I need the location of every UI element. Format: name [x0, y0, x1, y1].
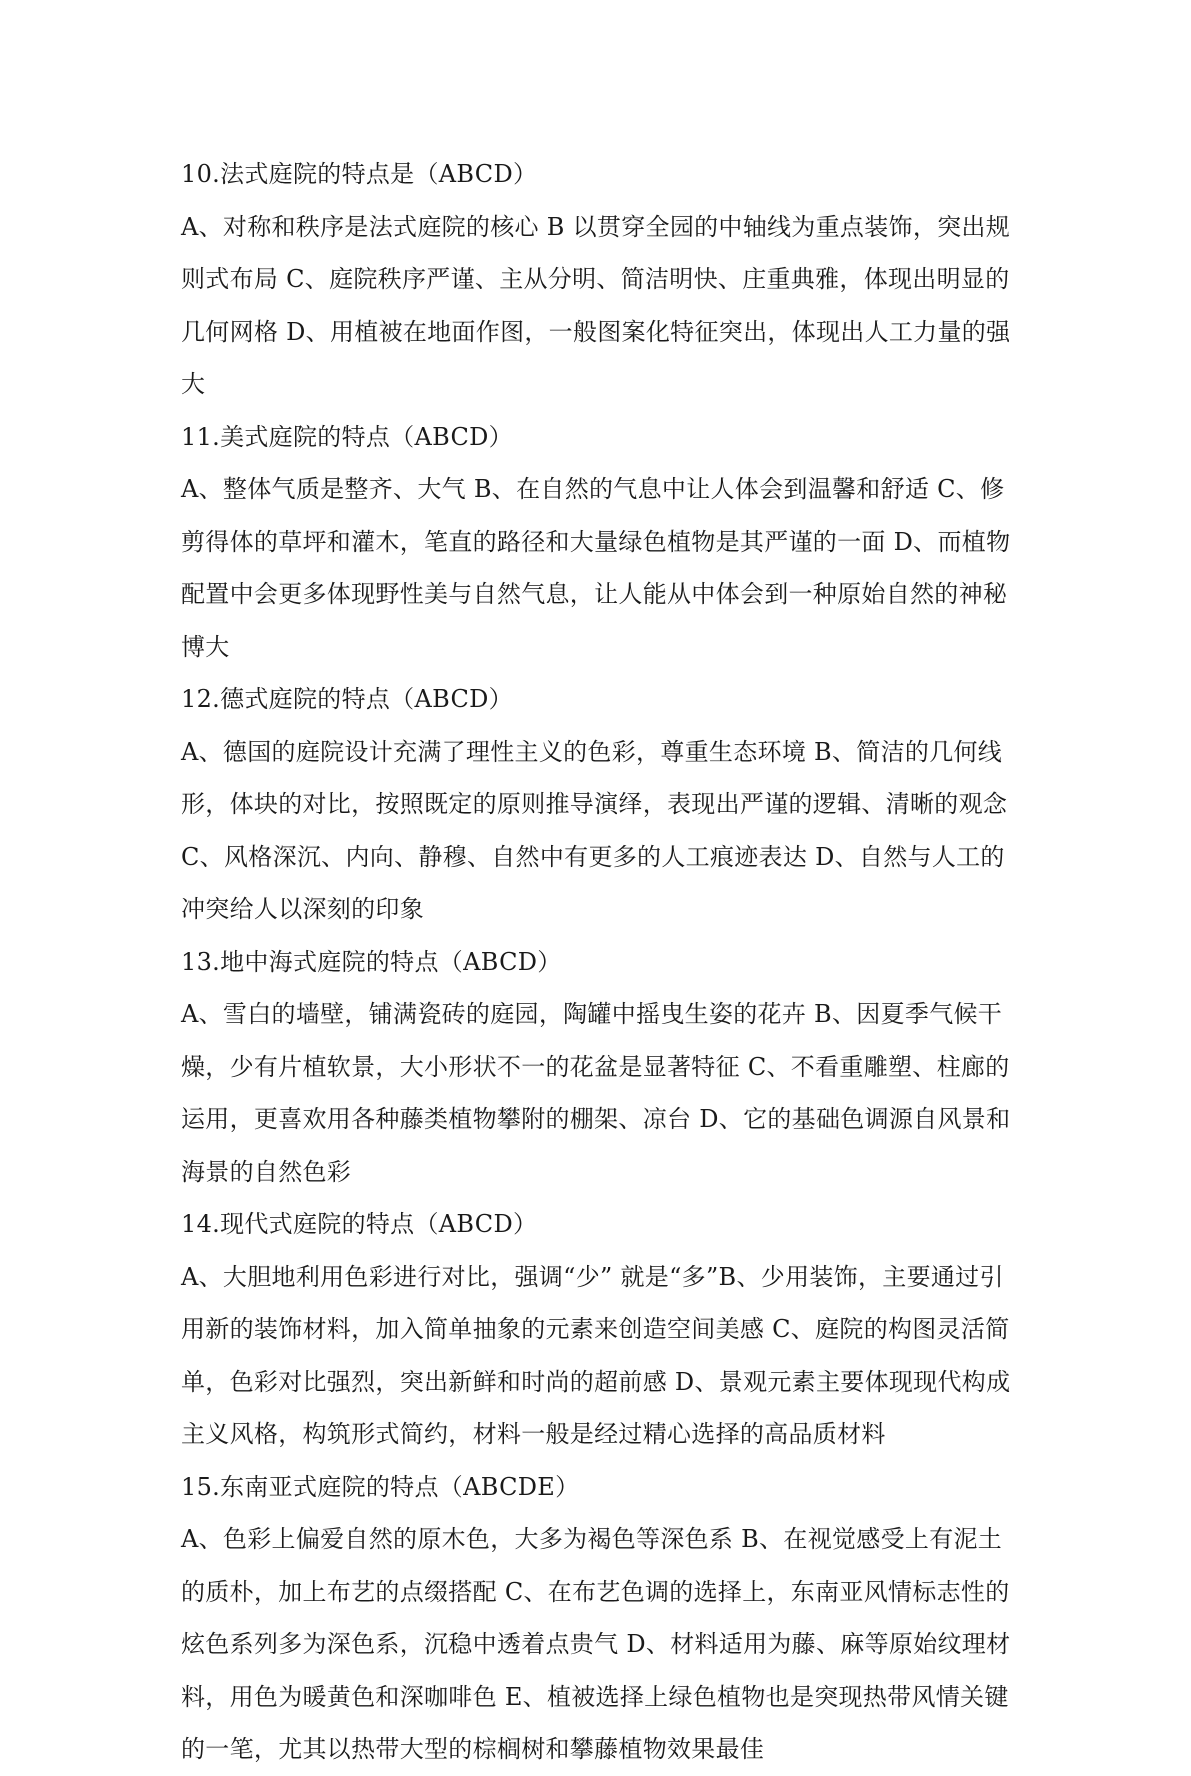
question-13-answer: A、雪白的墙壁，铺满瓷砖的庭园，陶罐中摇曳生姿的花卉 B、因夏季气候干燥，少有片植软景，大小形状不一的花盆是显著特征 C、不看重雕塑、柱廊的运用，更喜欢用各种藤类植物攀附的棚架、凉台 D、它的基础色调源自风景和海景的自然色彩	[181, 1000, 1011, 1186]
question-15-answer: A、色彩上偏爱自然的原木色，大多为褐色等深色系 B、在视觉感受上有泥土的质朴，加上布艺的点缀搭配 C、在布艺色调的选择上，东南亚风情标志性的炫色系列多为深色系，沉稳中透着点贵气 D、材料适用为藤、麻等原始纹理材料，用色为暖黄色和深咖啡色 E、植被选择上绿色植物也是突现热带风情关键的一笔，尤其以热带大型的棕榈树和攀藤植物效果最佳	[181, 1525, 1011, 1763]
document-page	[181, 148, 1021, 1776]
question-14-title: 14.现代式庭院的特点（ABCD）	[181, 1210, 538, 1238]
question-11-answer: A、整体气质是整齐、大气 B、在自然的气息中让人体会到温馨和舒适 C、修剪得体的草坪和灌木，笔直的路径和大量绿色植物是其严谨的一面 D、而植物配置中会更多体现野性美与自然气息，让人能从中体会到一种原始自然的神秘博大	[181, 475, 1011, 661]
question-10-answer: A、对称和秩序是法式庭院的核心 B 以贯穿全园的中轴线为重点装饰，突出规则式布局 C、庭院秩序严谨、主从分明、简洁明快、庄重典雅，体现出明显的几何网格 D、用植被在地面作图，一般图案化特征突出，体现出人工力量的强大	[181, 212, 1011, 398]
question-13-title: 13.地中海式庭院的特点（ABCD）	[181, 947, 562, 976]
question-15-title: 15.东南亚式庭院的特点（ABCDE）	[181, 1472, 580, 1501]
question-10-title: 10.法式庭院的特点是（ABCD）	[181, 160, 538, 188]
question-12-answer: A、德国的庭院设计充满了理性主义的色彩，尊重生态环境 B、简洁的几何线形，体块的对比，按照既定的原则推导演绎，表现出严谨的逻辑、清晰的观念 C、风格深沉、内向、静穆、自然中有更多的人工痕迹表达 D、自然与人工的冲突给人以深刻的印象	[181, 737, 1008, 923]
question-12-title: 12.德式庭院的特点（ABCD）	[181, 685, 513, 713]
question-14-answer: A、大胆地利用色彩进行对比，强调“少” 就是“多”B、少用装饰，主要通过引用新的装饰材料，加入简单抽象的元素来创造空间美感 C、庭院的构图灵活简单，色彩对比强烈，突出新鲜和时尚的超前感 D、景观元素主要体现现代构成主义风格，构筑形式简约，材料一般是经过精心选择的高品质材料	[181, 1262, 1011, 1448]
question-11-title: 11.美式庭院的特点（ABCD）	[181, 422, 513, 451]
